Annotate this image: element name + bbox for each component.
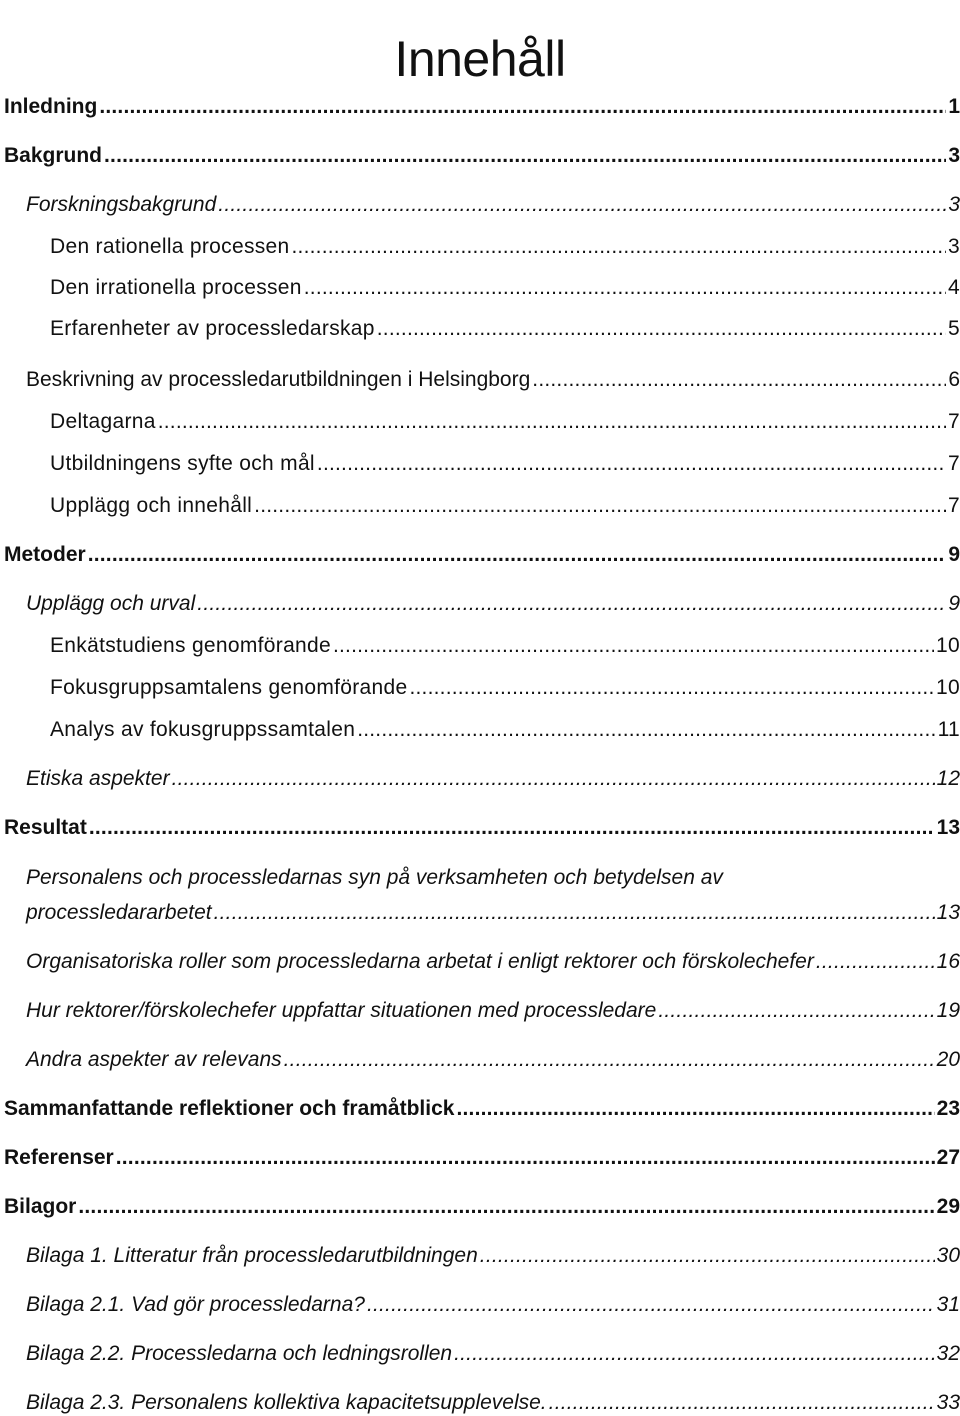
toc-entry-page: 32 (936, 1342, 960, 1365)
toc-entry[interactable] (4, 493, 960, 519)
toc-entry[interactable] (4, 409, 960, 435)
dot-leader (254, 493, 946, 519)
toc-entry-label: Upplägg och innehåll (50, 494, 253, 517)
dot-leader (158, 409, 946, 435)
toc-entry-label: Bilaga 2.1. Vad gör processledarna? (26, 1293, 365, 1316)
toc-entry[interactable] (4, 675, 960, 701)
toc-entry-label: Andra aspekter av relevans (26, 1048, 282, 1071)
toc-entry[interactable] (4, 143, 960, 169)
toc-entry-label: Bilaga 1. Litteratur från processledarutbildningen (26, 1244, 478, 1267)
dot-leader (317, 451, 946, 477)
toc-entry-page: 27 (936, 1146, 960, 1169)
toc-entry-page: 9 (948, 543, 960, 566)
toc-entry[interactable] (4, 998, 960, 1024)
dot-leader (172, 766, 935, 792)
dot-leader (357, 717, 935, 743)
toc-entry[interactable] (4, 1243, 960, 1269)
toc-entry[interactable] (4, 367, 960, 393)
toc-entry-page: 29 (936, 1195, 960, 1218)
dot-leader (99, 94, 946, 120)
toc-entry-label: Analys av fokusgruppssamtalen (50, 718, 356, 741)
toc-entry-page: 23 (936, 1097, 960, 1120)
dot-leader (78, 1194, 934, 1220)
toc-entry[interactable] (4, 1390, 960, 1416)
dot-leader (88, 542, 947, 568)
toc-entry-page: 6 (948, 368, 960, 391)
toc-entry[interactable] (4, 275, 960, 301)
toc-entry-page: 3 (948, 235, 960, 258)
toc-entry-page: 12 (936, 767, 960, 790)
dot-leader (292, 234, 947, 260)
toc-entry-page: 7 (948, 494, 960, 517)
toc-entry[interactable] (4, 316, 960, 342)
toc-entry-page: 11 (937, 718, 960, 741)
toc-entry-label: Den irrationella processen (50, 276, 302, 299)
toc-entry-page: 30 (936, 1244, 960, 1267)
page-title: Innehåll (394, 30, 566, 87)
toc-entry-label: Deltagarna (50, 410, 156, 433)
dot-leader (456, 1096, 934, 1122)
toc-entry-label: Sammanfattande reflektioner och framåtblick (4, 1097, 455, 1120)
toc-entry[interactable] (4, 1194, 960, 1220)
toc-entry-label: Beskrivning av processledarutbildningen i Helsingborg (26, 368, 531, 391)
toc-entry-label: Bilaga 2.2. Processledarna och ledningsrollen (26, 1342, 453, 1365)
toc-entry-page: 20 (936, 1048, 960, 1071)
toc-entry-page: 19 (936, 999, 960, 1022)
toc-entry-label: Bilagor (4, 1195, 77, 1218)
toc-entry-label: Metoder (4, 543, 86, 566)
toc-entry[interactable] (4, 1145, 960, 1171)
dot-leader (532, 367, 946, 393)
dot-leader (284, 1047, 935, 1073)
dot-leader (658, 998, 934, 1024)
toc-entry-page: 7 (948, 452, 960, 475)
toc-entry[interactable] (4, 591, 960, 617)
toc-entry-page: 13 (936, 816, 960, 839)
toc-entry-page: 13 (936, 901, 960, 924)
toc-entry-label: Forskningsbakgrund (26, 193, 217, 216)
toc-entry-page: 9 (948, 592, 960, 615)
toc-entry[interactable] (4, 900, 960, 926)
toc-entry-page: 10 (936, 634, 960, 657)
toc-entry[interactable] (4, 1341, 960, 1367)
toc-entry[interactable] (4, 1047, 960, 1073)
dot-leader (89, 815, 935, 841)
toc-entry-page: 16 (936, 950, 960, 973)
toc-entry-label: Resultat (4, 816, 87, 839)
toc-entry-page: 3 (948, 193, 960, 216)
toc-entry-label: Enkätstudiens genomförande (50, 634, 331, 657)
toc-entry-label: Inledning (4, 95, 98, 118)
dot-leader (116, 1145, 935, 1171)
toc-entry[interactable] (4, 451, 960, 477)
toc-entry-page: 1 (948, 95, 960, 118)
dot-leader (454, 1341, 935, 1367)
toc-entry-label: Upplägg och urval (26, 592, 196, 615)
toc-entry-page: 4 (948, 276, 960, 299)
dot-leader (218, 192, 946, 218)
toc-entry-label: Organisatoriska roller som processledarna arbetat i enligt rektorer och förskolechefer (26, 950, 814, 973)
toc-entry-page: 3 (948, 144, 960, 167)
toc-entry[interactable] (4, 949, 960, 975)
dot-leader (377, 316, 946, 342)
dot-leader (214, 900, 935, 926)
dot-leader (480, 1243, 935, 1269)
toc-entry[interactable] (4, 234, 960, 260)
toc-entry[interactable] (4, 94, 960, 120)
toc-entry-page: 5 (948, 317, 960, 340)
toc-entry-page: 7 (948, 410, 960, 433)
toc-entry-page: 33 (936, 1391, 960, 1414)
toc-entry-label: Fokusgruppsamtalens genomförande (50, 676, 408, 699)
toc-entry[interactable] (4, 815, 960, 841)
dot-leader (816, 949, 935, 975)
toc-entry-page: 10 (936, 676, 960, 699)
toc-entry-label: Bakgrund (4, 144, 103, 167)
dot-leader (304, 275, 946, 301)
toc-entry[interactable] (4, 1292, 960, 1318)
toc-entry-label: Den rationella processen (50, 235, 290, 258)
toc-entry-label: Bilaga 2.3. Personalens kollektiva kapacitetsupplevelse. (26, 1391, 547, 1414)
toc-entry-label: Etiska aspekter (26, 767, 170, 790)
toc-entry[interactable] (4, 766, 960, 792)
toc-entry[interactable] (4, 542, 960, 568)
toc-entry[interactable] (4, 717, 960, 743)
dot-leader (367, 1292, 935, 1318)
dot-leader (409, 675, 934, 701)
toc-entry[interactable] (4, 1096, 960, 1122)
dot-leader (104, 143, 946, 169)
toc-entry[interactable] (4, 633, 960, 659)
toc-entry-label-line1: Personalens och processledarnas syn på verksamheten och betydelsen av (26, 866, 723, 889)
toc-entry-label: processledararbetet (26, 901, 212, 924)
dot-leader (197, 591, 946, 617)
toc-entry-page: 31 (936, 1293, 960, 1316)
toc-entry[interactable] (4, 192, 960, 218)
toc-entry-label: Hur rektorer/förskolechefer uppfattar situationen med processledare (26, 999, 657, 1022)
dot-leader (333, 633, 934, 659)
toc-entry-label: Utbildningens syfte och mål (50, 452, 315, 475)
toc-entry-label: Erfarenheter av processledarskap (50, 317, 375, 340)
dot-leader (549, 1390, 935, 1416)
toc-entry-label: Referenser (4, 1146, 114, 1169)
